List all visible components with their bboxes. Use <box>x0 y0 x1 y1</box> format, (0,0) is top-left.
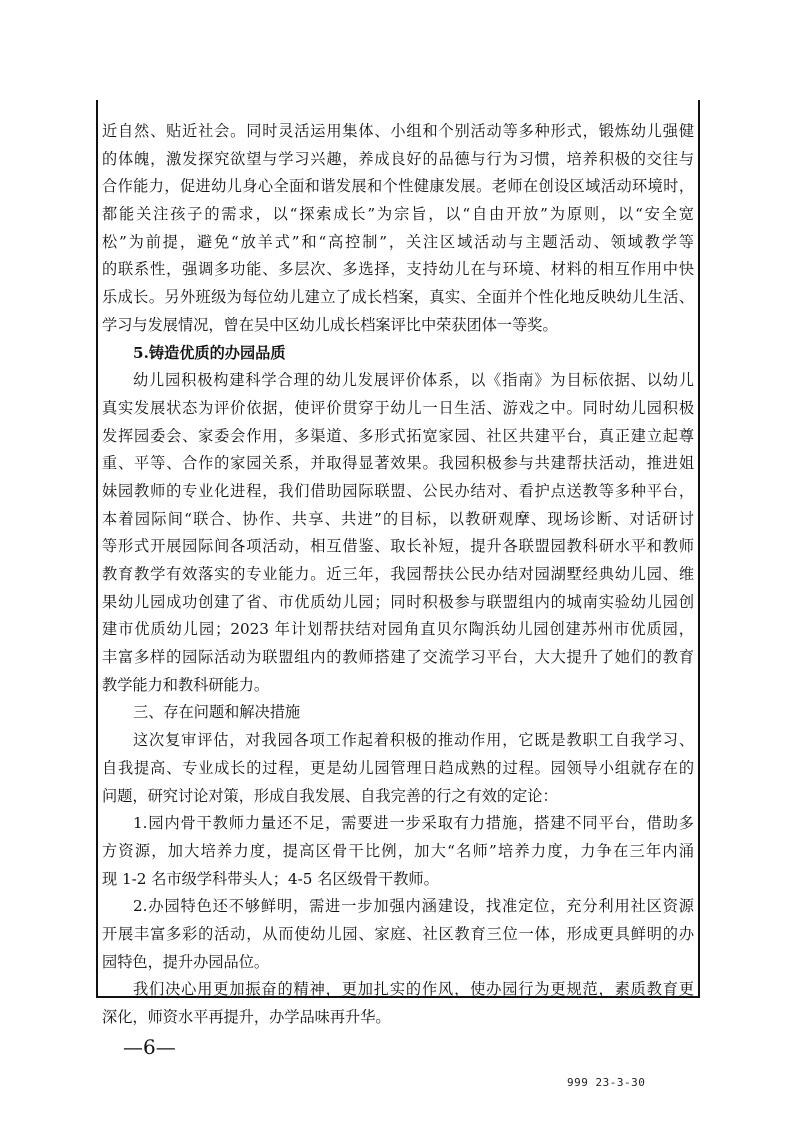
text-line: 1.园内骨干教师力量还不足，需要进一步采取有力措施，搭建不同平台，借助多 <box>133 814 694 833</box>
text-line: 合作能力，促进幼儿身心全面和谐发展和个性健康发展。老师在创设区域活动环境时， <box>102 177 694 196</box>
text-line: 都能关注孩子的需求，以“探索成长”为宗旨，以“自由开放”为原则，以“安全宽 <box>102 205 694 224</box>
page-number: —6— <box>123 1035 176 1059</box>
text-line: 松”为前提，避免“放羊式”和“高控制”，关注区域活动与主题活动、领域教学等 <box>102 232 694 251</box>
text-line: 乐成长。另外班级为每位幼儿建立了成长档案，真实、全面并个性化地反映幼儿生活、 <box>102 288 694 307</box>
text-line: 本着园际间“联合、协作、共享、共进”的目标，以教研观摩、现场诊断、对话研讨 <box>102 509 694 528</box>
text-line: 2.办园特色还不够鲜明，需进一步加强内涵建设，找准定位，充分利用社区资源 <box>133 897 694 916</box>
text-line: 三、存在问题和解决措施 <box>133 703 301 722</box>
text-line: 深化，师资水平再提升，办学品味再升华。 <box>102 1008 391 1026</box>
text-line: 果幼儿园成功创建了省、市优质幼儿园；同时积极参与联盟组内的城南实验幼儿园创 <box>102 592 694 611</box>
text-line: 问题，研究讨论对策，形成自我发展、自我完善的行之有效的定论： <box>102 786 558 805</box>
text-line: 建市优质幼儿园；2023 年计划帮扶结对园角直贝尔陶浜幼儿园创建苏州市优质园， <box>102 620 694 639</box>
text-line: 教育教学有效落实的专业能力。近三年，我园帮扶公民办结对园湖墅经典幼儿园、维 <box>102 565 694 583</box>
text-line: 我们决心用更加振奋的精神，更加扎实的作风，使办园行为更规范，素质教育更 <box>133 980 694 999</box>
text-line: 学习与发展情况，曾在吴中区幼儿成长档案评比中荣获团体一等奖。 <box>102 315 558 334</box>
text-line: 自我提高、专业成长的过程，更是幼儿园管理日趋成熟的过程。园领导小组就存在的 <box>102 758 694 777</box>
text-line: 这次复审评估，对我园各项工作起着积极的推动作用，它既是教职工自我学习、 <box>133 731 694 750</box>
text-line: 等形式开展园际间各项活动，相互借鉴、取长补短，提升各联盟园教科研水平和教师 <box>102 537 694 556</box>
text-line: 妹园教师的专业化进程，我们借助园际联盟、公民办结对、看护点送教等多种平台， <box>102 481 694 500</box>
text-line: 幼儿园积极构建科学合理的幼儿发展评价体系，以《指南》为目标依据、以幼儿 <box>133 371 694 390</box>
text-line: 真实发展状态为评价依据，使评价贯穿于幼儿一日生活、游戏之中。同时幼儿园积极 <box>102 398 694 417</box>
text-line: 方资源，加大培养力度，提高区骨干比例，加大“名师”培养力度，力争在三年内涌 <box>102 841 694 860</box>
text-line: 开展丰富多彩的活动，从而使幼儿园、家庭、社区教育三位一体，形成更具鲜明的办 <box>102 924 694 943</box>
text-line: 的体魄，激发探究欲望与学习兴趣，养成良好的品德与行为习惯，培养积极的交往与 <box>102 149 694 168</box>
print-stamp: 999 23-3-30 <box>567 1076 646 1089</box>
text-line: 重、平等、合作的家园关系，并取得显著效果。我园积极参与共建帮扶活动，推进姐 <box>102 454 694 473</box>
text-line: 发挥园委会、家委会作用，多渠道、多形式拓宽家园、社区共建平台，真正建立起尊 <box>102 426 694 445</box>
document-body <box>102 118 694 1032</box>
text-line: 教学能力和教科研能力。 <box>102 675 270 694</box>
text-line: 园特色，提升办园品位。 <box>102 952 270 971</box>
text-line: 丰富多样的园际活动为联盟组内的教师搭建了交流学习平台，大大提升了她们的教育 <box>102 648 694 667</box>
text-line: 近自然、贴近社会。同时灵活运用集体、小组和个别活动等多种形式，锻炼幼儿强健 <box>102 122 694 140</box>
text-line: 现 1-2 名市级学科带头人；4-5 名区级骨干教师。 <box>102 869 439 888</box>
text-line: 5.铸造优质的办园品质 <box>133 343 286 362</box>
text-line: 的联系性，强调多功能、多层次、多选择，支持幼儿在与环境、材料的相互作用中快 <box>102 260 694 279</box>
